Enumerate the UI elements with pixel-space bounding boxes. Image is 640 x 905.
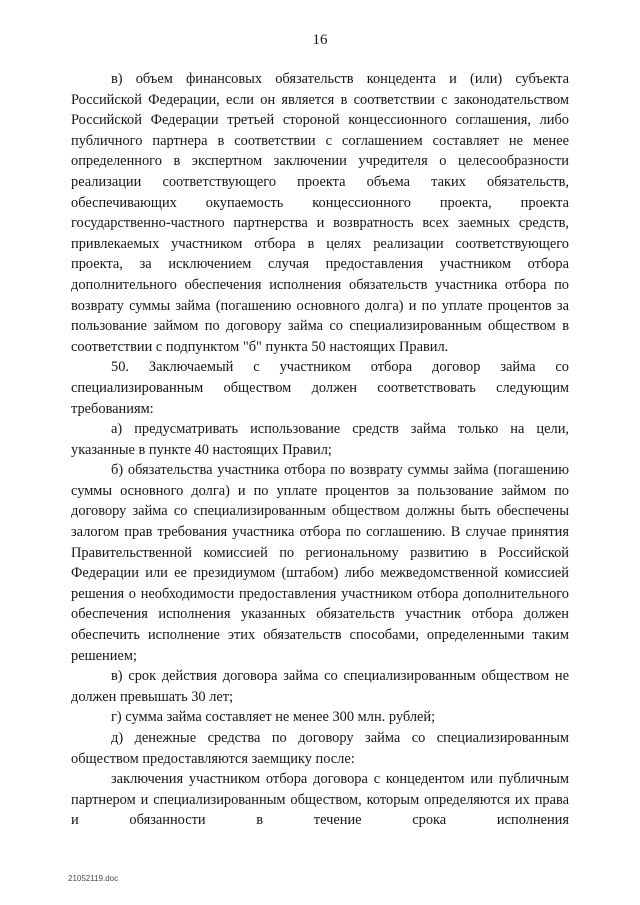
document-body xyxy=(71,69,569,831)
paragraph-subitem-a: а) предусматривать использование средств займа только на цели, указанные в пункте 40 настоящих Правил; xyxy=(71,421,569,458)
paragraph-subitem-v-term: в) срок действия договора займа со специализированным обществом не должен превышать 30 лет; xyxy=(71,668,569,705)
document-file-code: 21052119.doc xyxy=(68,874,119,883)
paragraph-subitem-d: д) денежные средства по договору займа со специализированным обществом предоставляются заемщику после: xyxy=(71,730,569,767)
paragraph-subitem-v: в) объем финансовых обязательств концедента и (или) субъекта Российской Федерации, если он является в соответствии с законодательством Российской Федерации третьей стороной концессионного соглашения, либо публичного партнера в соответствии с соглашением составляет не менее определенного в экспертном заключении учредителя о целесообразности реализации соответствующего проекта объема таких обязательств, обеспечивающих окупаемость концессионного проекта, проекта государственно-частного партнерства и возвратность всех заемных средств, привлекаемых участником отбора в целях реализации соответствующего проекта, за исключением случая предоставления участником отбора дополнительного обеспечения исполнения обязательств участника отбора по возврату суммы займа (погашению основного долга) и по уплате процентов за пользование займом по договору займа со специализированным обществом в соответствии с подпунктом "б" пункта 50 настоящих Правил. xyxy=(71,71,569,355)
paragraph-item-50: 50. Заключаемый с участником отбора договор займа со специализированным обществом должен соответствовать следующим требованиям: xyxy=(71,359,569,417)
paragraph-continued: заключения участником отбора договора с концедентом или публичным партнером и специализированным обществом, которым определяются их права и обязанности в течение срока исполнения xyxy=(71,771,569,829)
paragraph-subitem-b: б) обязательства участника отбора по возврату суммы займа (погашению суммы основного долга) и по уплате процентов за пользование займом по договору займа со специализированным обществом должны быть обеспечены залогом прав требования участника отбора по соглашению. В случае принятия Правительственной комиссией по региональному развитию в Российской Федерации или ее президиумом (штабом) либо межведомственной комиссией решения о необходимости предоставления участником отбора дополнительного обеспечения исполнения указанных обязательств участник отбора должен обеспечить исполнение этих обязательств способами, определенными таким решением; xyxy=(71,462,569,664)
paragraph-subitem-g: г) сумма займа составляет не менее 300 млн. рублей; xyxy=(111,709,436,726)
page-number: 16 xyxy=(312,32,328,48)
